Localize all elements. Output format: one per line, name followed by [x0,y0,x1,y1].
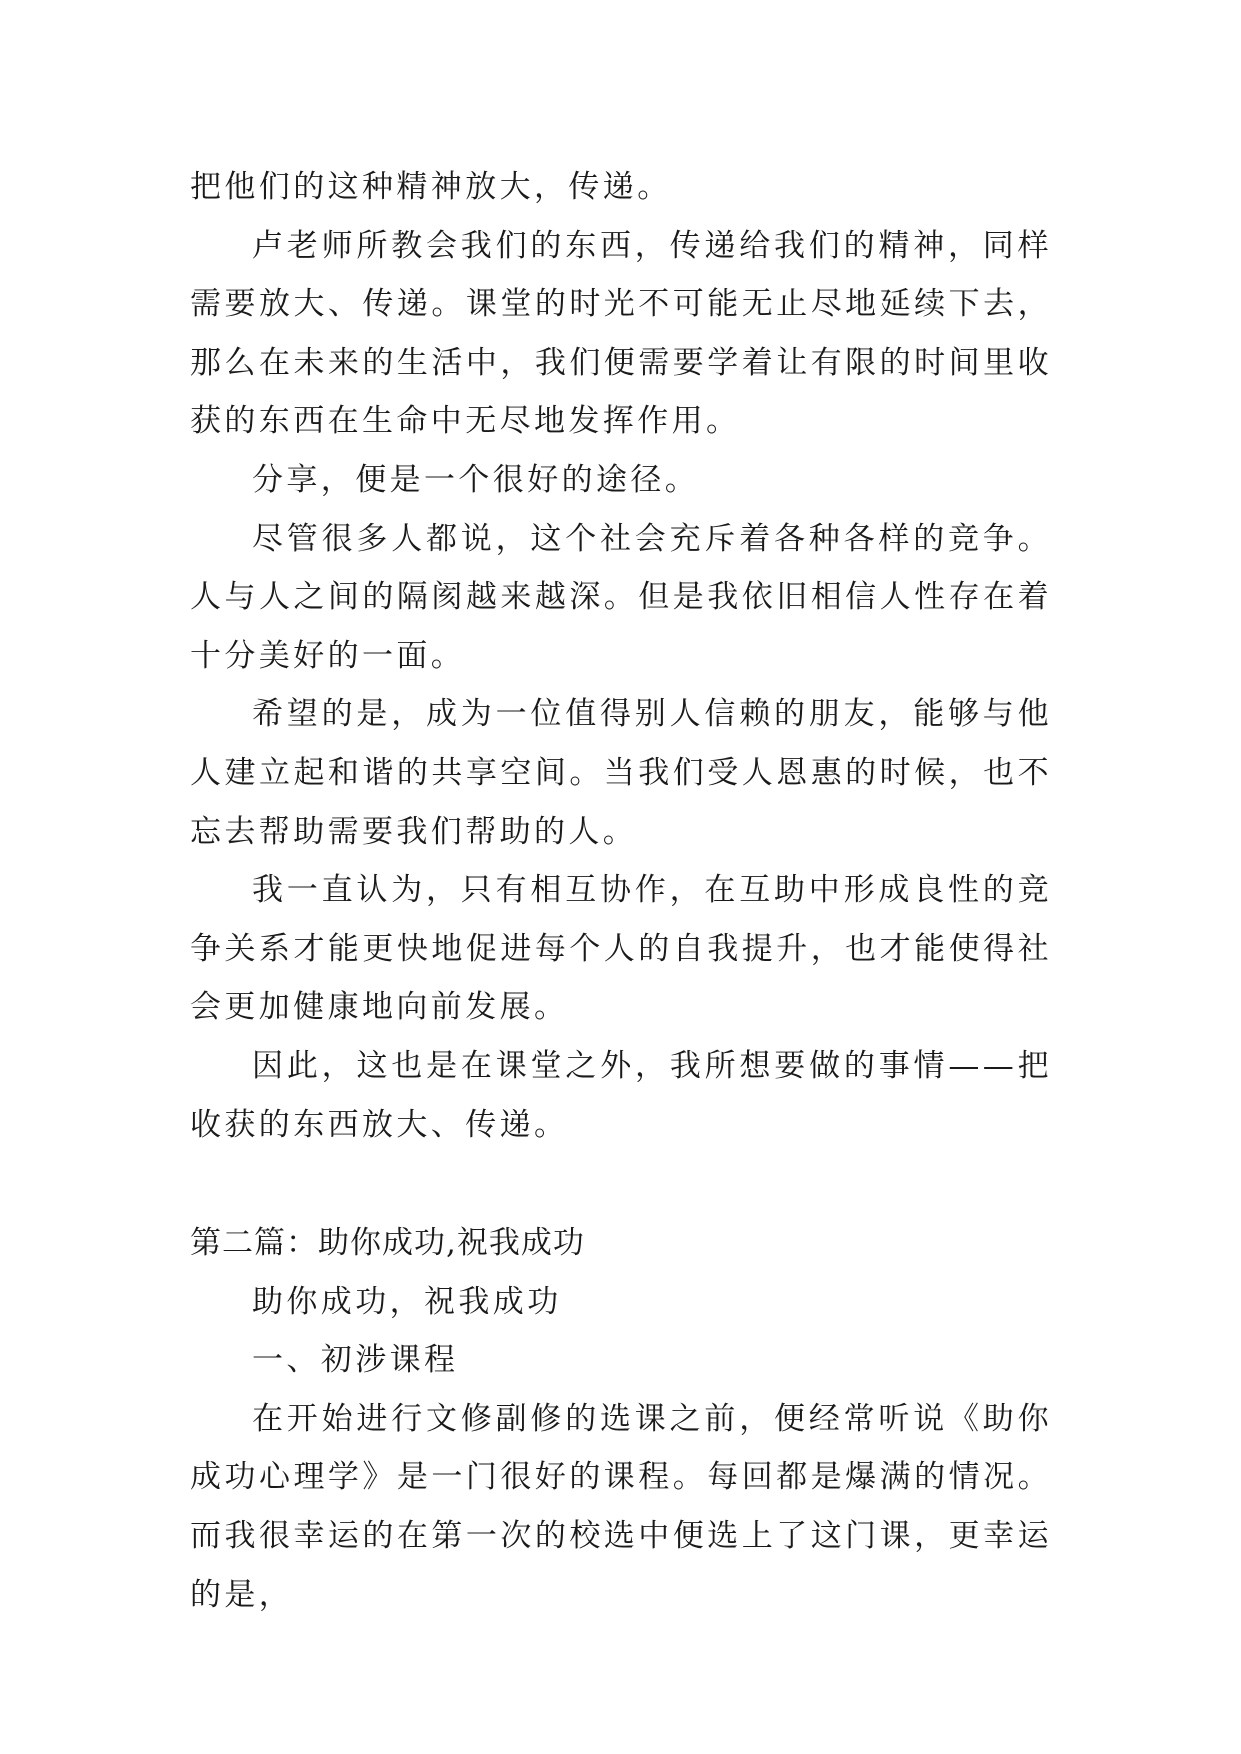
document-body [190,158,1052,1624]
paragraph: 我一直认为，只有相互协作，在互助中形成良性的竞争关系才能更快地促进每个人的自我提升，也才能使得社会更加健康地向前发展。 [190,872,1052,1026]
paragraph: 把他们的这种精神放大，传递。 [190,169,672,205]
section-gap [190,1154,1052,1214]
section-heading: 第二篇：助你成功,祝我成功 [190,1225,585,1262]
paragraph: 在开始进行文修副修的选课之前，便经常听说《助你成功心理学》是一门很好的课程。每回都是爆满的情况。而我很幸运的在第一次的校选中便选上了这门课，更幸运的是， [190,1400,1052,1613]
subsection-heading: 一、初涉课程 [252,1342,459,1379]
paragraph: 分享，便是一个很好的途径。 [252,461,700,498]
paragraph: 卢老师所教会我们的东西，传递给我们的精神，同样需要放大、传递。课堂的时光不可能无止尽地延续下去，那么在未来的生活中，我们便需要学着让有限的时间里收获的东西在生命中无尽地发挥作用。 [190,227,1052,440]
paragraph: 希望的是，成为一位值得别人信赖的朋友，能够与他人建立起和谐的共享空间。当我们受人恩惠的时候，也不忘去帮助需要我们帮助的人。 [190,696,1052,850]
subtitle: 助你成功，祝我成功 [252,1283,562,1320]
paragraph: 因此，这也是在课堂之外，我所想要做的事情——把收获的东西放大、传递。 [190,1047,1052,1143]
paragraph: 尽管很多人都说，这个社会充斥着各种各样的竞争。人与人之间的隔阂越来越深。但是我依旧相信人性存在着十分美好的一面。 [190,520,1052,674]
